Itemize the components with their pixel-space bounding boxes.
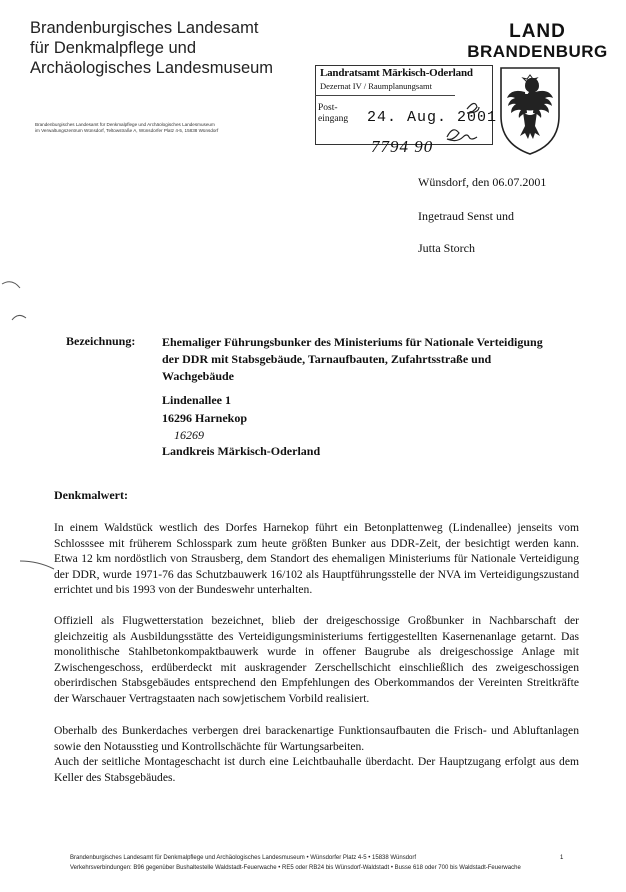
logo-line-brandenburg: BRANDENBURG (467, 42, 608, 61)
organization-name (30, 18, 320, 78)
stamp-label-line: eingang (318, 114, 349, 124)
address-handwritten-correction: 16269 (174, 428, 204, 442)
paragraph: In einem Waldstück westlich des Dorfes Harnekop führt ein Betonplattenweg (Lindenallee) jenseits vom Schlosssee mit früherem Schlosspark zum heute größten Bunker aus DDR-Zeit, der besichtigt werden kann. Etwa 12 km nordöstlich von Strausberg, dem Standort des ehemaligen Ministeriums für Nationale Verteidigung der DDR, wurde 1971-76 das Schutzbauwerk 16/102 als Hauptführungsstelle der NVA im Verteidigungszustand errichtet und bis 1993 von der Bundeswehr unterhalten. (54, 521, 579, 597)
paragraph: Auch der seitliche Montageschacht ist durch eine Leichtbauhalle überdacht. Der Hauptzugang erfolgt aus dem Keller des Stabsgebäudes. (54, 755, 579, 784)
page-number: 1 (560, 855, 564, 861)
author-line: Ingetraud Senst und (418, 209, 514, 223)
stamp-date: 24. Aug. 2001 (367, 109, 498, 126)
eagle-coat-of-arms-icon (497, 64, 563, 156)
organization-address (35, 122, 303, 134)
paragraph: Oberhalb des Bunkerdaches verbergen drei barackenartige Funktionsaufbauten die Frisch- und Abluftanlagen sowie den Notausstieg und Kontrollschächte für Wartungsarbeiten. (54, 724, 579, 753)
org-line: für Denkmalpflege und (30, 39, 197, 57)
address-line: Brandenburgisches Landesamt für Denkmalpflege und Archäologisches Landesmuseum (35, 122, 215, 127)
place-and-date: Wünsdorf, den 06.07.2001 (418, 175, 547, 189)
receipt-stamp (315, 65, 498, 167)
address-city: 16296 Harnekop (162, 411, 248, 425)
paragraph: Offiziell als Flugwetterstation bezeichnet, blieb der dreigeschossige Großbunker in Nachbarschaft der gleichzeitig als Ausbildungsstätte des Verteidigungsministeriums fertiggestellten Kasernenanlage getarnt. Das monolithische Stahlbetonkompaktbauwerk wurde in offener Baugrube als dreigeschossige Anlage mit Zwischengeschoss, erdüberdeckt mit auskragender Zerschellschicht einschließlich des zweigeschossigen oberirdischen Stabsgebäudes entsprechend den Empfehlungen des Oberkommandos der Vereinten Streitkräfte der Warschauer Vertragstaaten nach sowjetischem Vorbild realisiert. (54, 614, 579, 705)
logo-line-land: LAND (509, 21, 566, 42)
author-line: Jutta Storch (418, 241, 475, 255)
address-line: im Verwaltungszentrum Wünsdorf, Teltowstraße A, Wünsdorfer Platz 4-5, 15838 Wünsdorf (35, 128, 219, 133)
stamp-handwritten-number: 7794 90 (371, 137, 434, 156)
margin-mark-icon (20, 555, 60, 575)
footer-address: Brandenburgisches Landesamt für Denkmalpflege und Archäologisches Landesmuseum • Wünsdorfer Platz 4-5 • 15838 Wünsdorf (70, 855, 417, 861)
footer-transport: Verkehrsverbindungen: B96 gegenüber Bushaltestelle Waldstadt-Feuerwache • RE5 oder RB24 bis Wünsdorf-Waldstadt • Busse 618 oder 700 bis Waldstadt-Feuerwache (70, 865, 521, 871)
address-street: Lindenallee 1 (162, 393, 232, 407)
section-title: Denkmalwert: (54, 488, 128, 502)
designation-text: Ehemaliger Führungsbunker des Ministeriums für Nationale Verteidigung der DDR mit Stabsgebäude, Tarnaufbauten, Zufahrtsstraße und Wachgebäude (162, 335, 543, 383)
margin-mark-icon (0, 276, 30, 336)
org-line: Archäologisches Landesmuseum (30, 59, 274, 77)
stamp-office: Landratsamt Märkisch-Oderland (320, 67, 473, 79)
stamp-label-line: Post- (318, 103, 338, 113)
stamp-label (318, 103, 348, 125)
designation-label: Bezeichnung: (66, 334, 136, 348)
stamp-department: Dezernat IV / Raumplanungsamt (320, 81, 432, 91)
org-line: Brandenburgisches Landesamt (30, 19, 259, 37)
address-district: Landkreis Märkisch-Oderland (162, 444, 321, 458)
handwritten-initials-icon (427, 93, 493, 167)
land-brandenburg-logo (455, 22, 620, 62)
